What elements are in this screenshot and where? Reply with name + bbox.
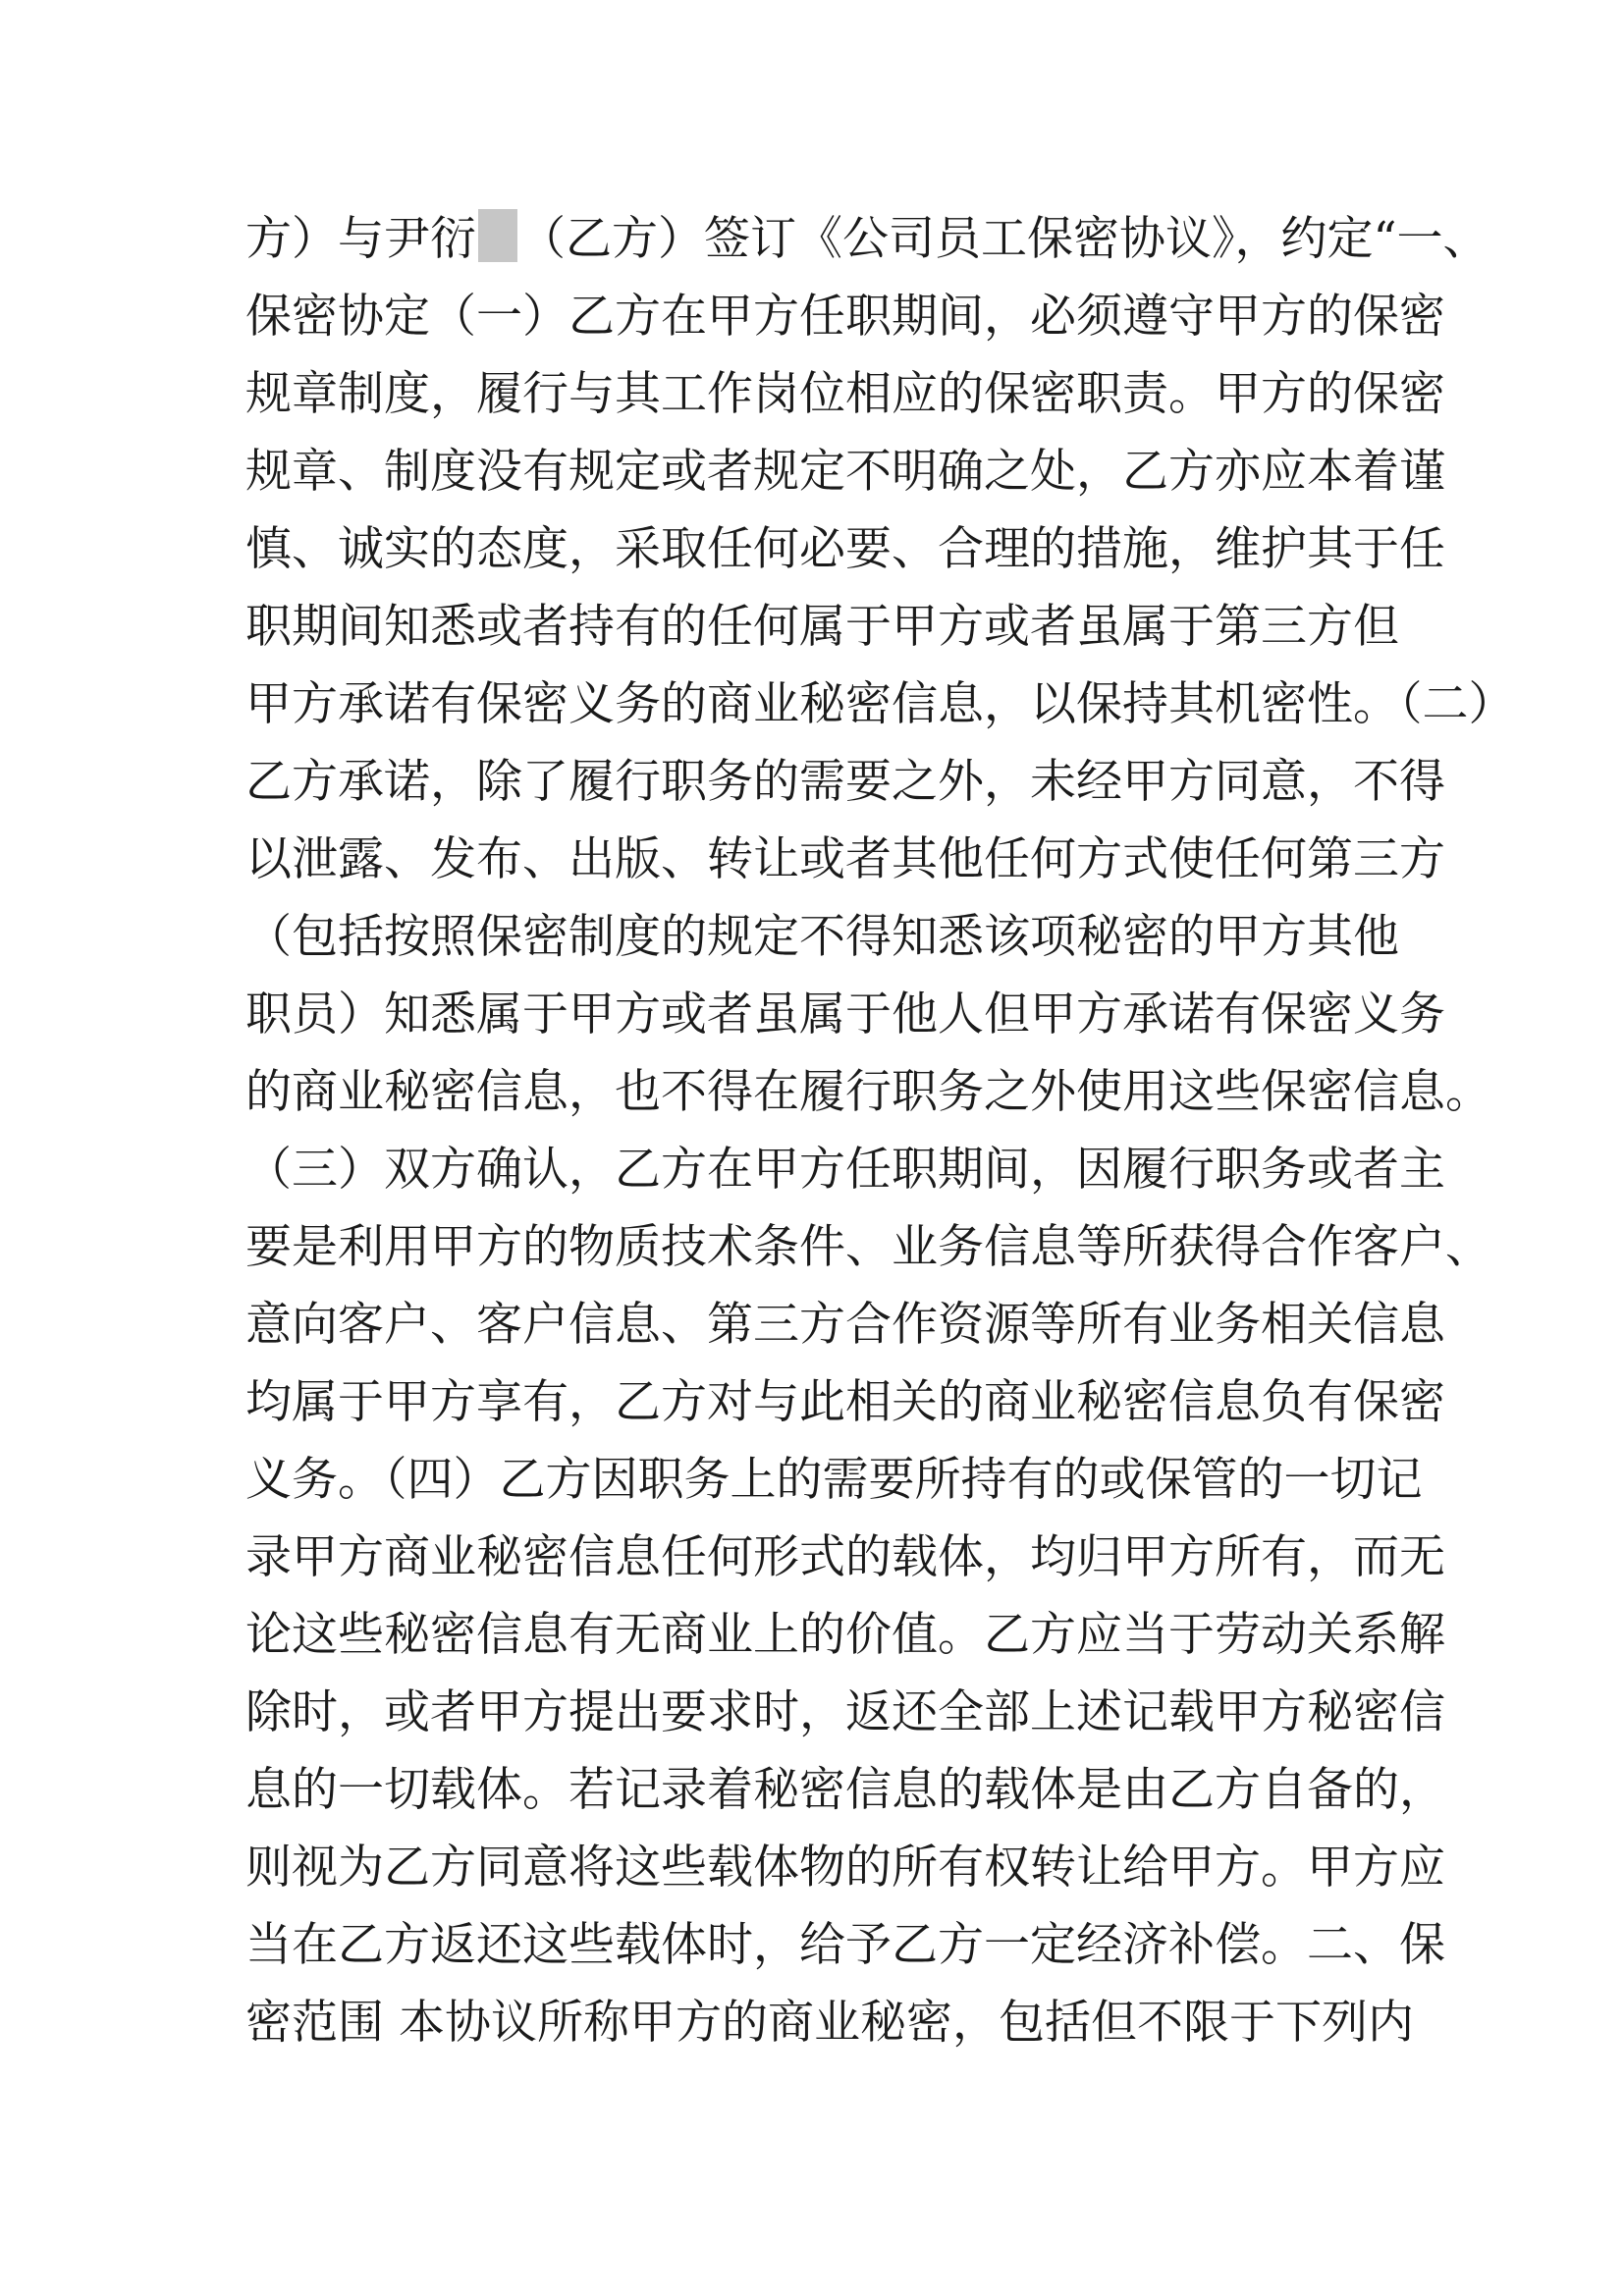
text-line-13: （三）双方确认，乙方在甲方任职期间，因履行职务或者主 xyxy=(245,1143,1445,1197)
text-line-21: 息的一切载体。若记录着秘密信息的载体是由乙方自备的， xyxy=(245,1763,1445,1817)
text-line-7: 甲方承诺有保密义务的商业秘密信息，以保持其机密性。（二） xyxy=(245,677,1515,731)
text-line-10: （包括按照保密制度的规定不得知悉该项秘密的甲方其他 xyxy=(245,910,1399,964)
text-line-22: 则视为乙方同意将这些载体物的所有权转让给甲方。甲方应 xyxy=(245,1841,1445,1895)
text-line-20: 除时，或者甲方提出要求时，返还全部上述记载甲方秘密信 xyxy=(245,1685,1445,1739)
line1-after-redaction: （乙方）签订《公司员工保密协议》，约定“一、 xyxy=(519,212,1489,266)
text-line-18: 录甲方商业秘密信息任何形式的载体，均归甲方所有，而无 xyxy=(245,1530,1445,1584)
text-line-15: 意向客户、客户信息、第三方合作资源等所有业务相关信息 xyxy=(245,1298,1445,1352)
text-line-6: 职期间知悉或者持有的任何属于甲方或者虽属于第三方但 xyxy=(245,600,1399,654)
text-line-16: 均属于甲方享有，乙方对与此相关的商业秘密信息负有保密 xyxy=(245,1375,1445,1429)
text-line-3: 规章制度，履行与其工作岗位相应的保密职责。甲方的保密 xyxy=(245,367,1445,421)
text-line-12: 的商业秘密信息，也不得在履行职务之外使用这些保密信息。 xyxy=(245,1065,1491,1119)
text-line-24: 密范围 本协议所称甲方的商业秘密，包括但不限于下列内 xyxy=(245,1996,1414,2050)
agreement-body-text xyxy=(245,200,1515,2061)
text-line-17: 义务。（四）乙方因职务上的需要所持有的或保管的一切记 xyxy=(245,1453,1423,1507)
text-line-23: 当在乙方返还这些载体时，给予乙方一定经济补偿。二、保 xyxy=(245,1918,1445,1972)
text-line-19: 论这些秘密信息有无商业上的价值。乙方应当于劳动关系解 xyxy=(245,1608,1445,1662)
text-line-2: 保密协定（一）乙方在甲方任职期间，必须遵守甲方的保密 xyxy=(245,290,1445,344)
redaction-mark xyxy=(478,209,517,262)
text-line-14: 要是利用甲方的物质技术条件、业务信息等所获得合作客户、 xyxy=(245,1220,1491,1274)
text-line-4: 规章、制度没有规定或者规定不明确之处，乙方亦应本着谨 xyxy=(245,445,1445,499)
text-line-1 xyxy=(245,200,1489,278)
text-line-11: 职员）知悉属于甲方或者虽属于他人但甲方承诺有保密义务 xyxy=(245,988,1445,1041)
line1-before-redaction: 方）与尹衍 xyxy=(245,212,476,266)
text-line-5: 慎、诚实的态度，采取任何必要、合理的措施，维护其于任 xyxy=(245,522,1445,576)
text-line-9: 以泄露、发布、出版、转让或者其他任何方式使任何第三方 xyxy=(245,832,1445,886)
text-line-8: 乙方承诺，除了履行职务的需要之外，未经甲方同意，不得 xyxy=(245,755,1445,809)
